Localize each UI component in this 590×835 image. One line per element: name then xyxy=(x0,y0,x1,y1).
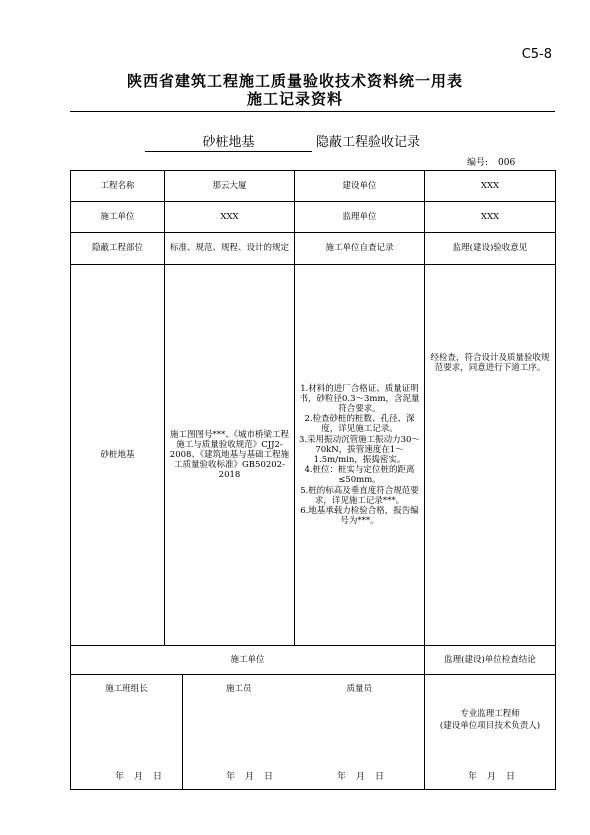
owner-label: 建设单位 xyxy=(295,171,425,202)
date-year: 年 xyxy=(115,772,125,782)
self-check-item: 1.材料的进厂合格证、质量证明书，砂粒径0.3～3mm，含泥量符合要求。 xyxy=(299,383,420,415)
record-subject: 砂桩地基 xyxy=(145,131,312,152)
date-day: 日 xyxy=(506,772,516,782)
form-title: 陕西省建筑工程施工质量验收技术资料统一用表 xyxy=(126,72,463,90)
self-check-item: 3.采用振动沉管施工振动力30～70kN，拔管速度在1～1.5m/min，振捣密实。 xyxy=(299,434,420,465)
contractor-header: 施工单位 xyxy=(71,646,425,675)
column-part: 隐蔽工程部位 xyxy=(71,233,165,265)
constructor-label: 施工员 xyxy=(183,675,295,715)
date-quality-officer xyxy=(332,769,389,782)
supervisor-value: XXX xyxy=(425,202,556,233)
contractor-label: 施工单位 xyxy=(71,202,165,233)
info-row-2 xyxy=(71,202,556,233)
self-check-item: 4.桩位：桩实与定位桩的距离≤50mm。 xyxy=(304,465,415,486)
supervisor-engineer-label: 专业监理工程师 xyxy=(460,709,520,719)
date-day: 日 xyxy=(375,772,385,782)
record-row xyxy=(71,265,556,646)
form-code: C5-8 xyxy=(521,47,552,62)
serial-value: 006 xyxy=(498,158,516,168)
column-self-check: 施工单位自查记录 xyxy=(295,233,425,265)
info-row-1 xyxy=(71,171,556,202)
date-supervisor xyxy=(463,769,520,782)
date-constructor xyxy=(221,769,278,782)
signature-roles-row xyxy=(71,675,556,715)
date-team-leader xyxy=(110,769,167,782)
date-month: 月 xyxy=(245,772,255,782)
supervisor-header: 监理(建设)单位检查结论 xyxy=(425,646,556,675)
date-year: 年 xyxy=(468,772,478,782)
supervisor-label: 监理单位 xyxy=(295,202,425,233)
date-day: 日 xyxy=(264,772,274,782)
date-year: 年 xyxy=(226,772,236,782)
record-standards: 施工图图号***、《城市桥梁工程施工与质量验收规范》CJJ2-2008、《建筑地基与基础工程施工质量验收标准》GB50202-2018 xyxy=(165,265,295,646)
date-day: 日 xyxy=(153,772,163,782)
date-month: 月 xyxy=(134,772,144,782)
project-name-label: 工程名称 xyxy=(71,171,165,202)
contractor-value: XXX xyxy=(165,202,295,233)
column-header-row xyxy=(71,233,556,265)
date-year: 年 xyxy=(337,772,347,782)
quality-officer-label: 质量员 xyxy=(346,684,372,694)
serial-number xyxy=(467,155,515,168)
column-opinion: 监理(建设)验收意见 xyxy=(425,233,556,265)
record-type: 隐蔽工程验收记录 xyxy=(316,135,421,150)
column-standards: 标准、规范、规程、设计的规定 xyxy=(165,233,295,265)
signature-header-row xyxy=(71,646,556,675)
serial-label: 编号: xyxy=(467,158,489,168)
project-name-value: 那云大厦 xyxy=(165,171,295,202)
team-leader-label: 施工班组长 xyxy=(105,684,148,694)
date-month: 月 xyxy=(356,772,366,782)
self-check-item: 2.检查砂桩的桩数、孔径、深度，详见施工记录。 xyxy=(304,414,415,435)
record-part: 砂桩地基 xyxy=(71,265,165,646)
supervisor-engineer-note: (建设单位项目技术负责人) xyxy=(439,721,541,731)
form-subtitle: 施工记录资料 xyxy=(246,90,343,108)
owner-value: XXX xyxy=(425,171,556,202)
record-table xyxy=(70,170,556,675)
self-check-item: 5.桩的标高及垂直度符合规范要求，详见施工记录***。 xyxy=(300,485,419,506)
title-divider xyxy=(70,111,555,112)
record-self-check xyxy=(295,265,425,646)
self-check-item: 6.地基承载力检验合格，报告编号为***。 xyxy=(300,505,419,527)
date-month: 月 xyxy=(487,772,497,782)
record-opinion: 经检查，符合设计及质量验收规范要求，同意进行下道工序。 xyxy=(425,265,556,646)
